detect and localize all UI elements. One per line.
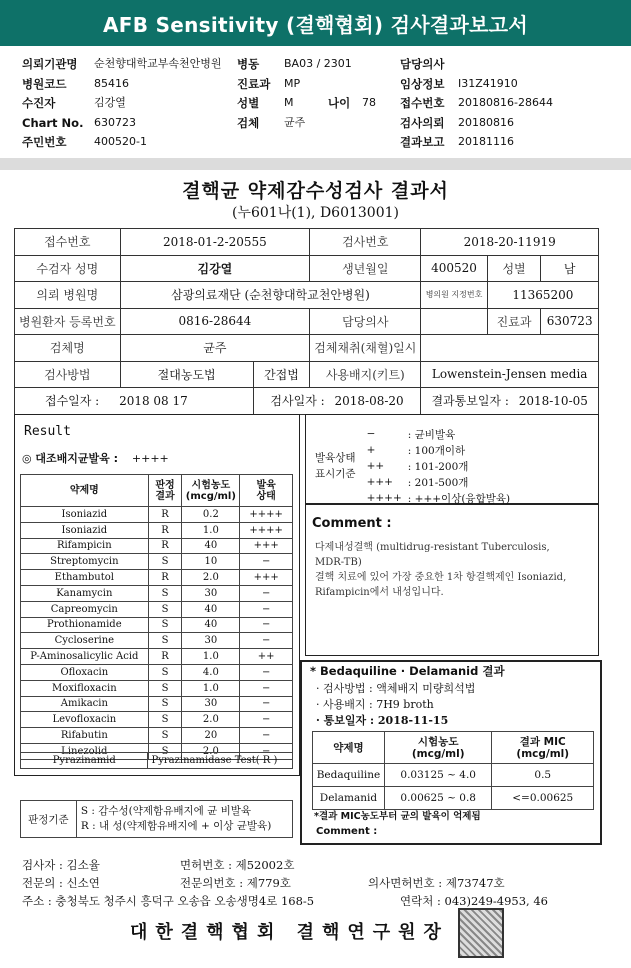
rrn-value: 400520-1 xyxy=(94,135,147,148)
reg-value: 0816-28644 xyxy=(120,308,310,335)
drug-row xyxy=(21,570,293,586)
drug-concentration: 20 xyxy=(182,728,240,744)
drug-row xyxy=(21,617,293,633)
drug-row xyxy=(21,680,293,696)
clinical-value: I31Z41910 xyxy=(458,77,518,90)
drug-name: Streptomycin xyxy=(21,554,149,570)
drug-judgment: S xyxy=(148,712,182,728)
medium-value: Lowenstein-Jensen media xyxy=(421,361,599,388)
drug-row xyxy=(21,507,293,523)
drug-row xyxy=(21,554,293,570)
drug-concentration: 30 xyxy=(182,696,240,712)
drug-name: Rifampicin xyxy=(21,538,149,554)
legend-symbol: +++ xyxy=(366,476,393,488)
organization-name: 대한결핵협회 결핵연구원장 xyxy=(130,922,449,943)
drug-name: Moxifloxacin xyxy=(21,680,149,696)
test-req-label: 검사의뢰 xyxy=(400,116,445,130)
bedaquiline-title: * Bedaquiline · Delamanid 결과 xyxy=(310,664,505,678)
drug-row xyxy=(21,585,293,601)
bed-mic-header xyxy=(492,732,594,764)
examinee-label: 수진자 xyxy=(22,96,56,110)
drug-growth: ++++ xyxy=(240,522,293,538)
hosp-code-label: 병원코드 xyxy=(22,77,67,91)
footer-specialist: 전문의 : 신소연 xyxy=(22,876,100,890)
bed-row-drug: Bedaquiline xyxy=(313,764,385,787)
drug-concentration: 40 xyxy=(182,617,240,633)
drug-row xyxy=(21,601,293,617)
bedaquiline-method: · 검사방법 : 액체배지 미량희석법 xyxy=(316,682,476,695)
drug-row xyxy=(21,633,293,649)
collect-value xyxy=(421,335,599,362)
conc-header-line1: 시험농도 xyxy=(191,479,231,491)
legend-label-2: 표시기준 xyxy=(315,468,356,480)
dob-label: 생년월일 xyxy=(310,255,421,282)
comment-line: 다제내성결핵 (multidrug-resistant Tuberculosis, xyxy=(315,542,550,553)
legend-symbol: ++++ xyxy=(366,492,402,504)
drug-concentration: 4.0 xyxy=(182,664,240,680)
drug-judgment: S xyxy=(148,743,182,759)
test-req-value: 20180816 xyxy=(458,116,514,129)
bedaquiline-note: *결과 MIC농도부터 균의 발육이 억제됨 xyxy=(314,811,481,822)
age-label: 나이 xyxy=(328,96,351,110)
rrn-label: 주민번호 xyxy=(22,135,67,149)
judge-header-line1: 판정 xyxy=(155,479,175,491)
drug-concentration: 2.0 xyxy=(182,743,240,759)
drug-sensitivity-table xyxy=(20,474,293,760)
drug-growth: − xyxy=(240,712,293,728)
drug-growth: ++ xyxy=(240,649,293,665)
receipt-date-label: 접수일자 : xyxy=(45,394,100,409)
comment-text xyxy=(315,540,595,600)
hosp-id-label: 병의원 지정번호 xyxy=(421,282,487,309)
criteria-label: 판정기준 xyxy=(21,801,77,838)
drug-growth: − xyxy=(240,680,293,696)
drug-row xyxy=(21,664,293,680)
specimen-value: 균주 xyxy=(284,116,306,129)
drug-row xyxy=(21,538,293,554)
exam-no-label: 검사번호 xyxy=(310,229,421,256)
hosp-id-value: 11365200 xyxy=(487,282,598,309)
drug-growth: − xyxy=(240,696,293,712)
control-colony xyxy=(22,450,169,466)
drug-concentration: 2.0 xyxy=(182,570,240,586)
drug-concentration: 30 xyxy=(182,585,240,601)
report-banner xyxy=(0,0,631,46)
bed-mic-line2: (mcg/ml) xyxy=(516,747,570,760)
drug-growth: ++++ xyxy=(240,507,293,523)
criteria-r: R : 내 성(약제함유배지에 + 이상 균발육) xyxy=(80,820,272,832)
notify-date-value: 2018-10-05 xyxy=(518,394,588,409)
method-value-1: 절대농도법 xyxy=(120,361,253,388)
doctor-label: 담당의사 xyxy=(400,57,445,71)
drug-concentration: 2.0 xyxy=(182,712,240,728)
doctor-label-cell: 담당의사 xyxy=(310,308,421,335)
chart-value: 630723 xyxy=(94,116,136,129)
drug-concentration: 1.0 xyxy=(182,522,240,538)
drug-growth: − xyxy=(240,664,293,680)
notify-date-label: 결과통보일자 : xyxy=(431,394,509,409)
drug-name: Cycloserine xyxy=(21,633,149,649)
drug-judgment: R xyxy=(148,649,182,665)
growth-legend xyxy=(312,426,513,506)
receipt-label: 접수번호 xyxy=(400,96,445,110)
drug-judgment: S xyxy=(148,617,182,633)
banner-title: AFB Sensitivity (결핵협회) 검사결과보고서 xyxy=(103,12,528,37)
report-value: 20181116 xyxy=(458,135,514,148)
dept-label-cell: 진료과 xyxy=(487,308,541,335)
report-label: 결과보고 xyxy=(400,135,445,149)
official-seal-stamp xyxy=(458,908,504,958)
drug-name: Isoniazid xyxy=(21,507,149,523)
section-separator xyxy=(0,158,631,170)
drug-judgment: S xyxy=(148,633,182,649)
colony-value: ++++ xyxy=(131,452,169,465)
sex-value: M xyxy=(284,96,294,109)
drug-growth: − xyxy=(240,617,293,633)
legend-symbol: + xyxy=(366,444,376,456)
method-value-2: 간접법 xyxy=(253,361,309,388)
dept-value-cell: 630723 xyxy=(541,308,599,335)
drug-growth: +++ xyxy=(240,570,293,586)
sex-label: 성별 xyxy=(237,96,260,110)
hospital-label: 의뢰 병원명 xyxy=(15,282,121,309)
exam-no-value: 2018-20-11919 xyxy=(421,229,599,256)
drug-name: Rifabutin xyxy=(21,728,149,744)
drug-name: Kanamycin xyxy=(21,585,149,601)
criteria-table xyxy=(20,800,293,838)
clinical-label: 임상정보 xyxy=(400,77,445,91)
drug-judgment: S xyxy=(148,601,182,617)
legend-symbol: ++ xyxy=(366,460,385,472)
drug-concentration: 30 xyxy=(182,633,240,649)
drug-name: Linezolid xyxy=(21,743,149,759)
report-title: 결핵균 약제감수성검사 결과서 xyxy=(182,180,449,202)
growth-header xyxy=(240,475,293,507)
drug-name: Amikacin xyxy=(21,696,149,712)
receipt-date-value: 2018 08 17 xyxy=(119,394,188,409)
name-label: 수검자 성명 xyxy=(15,255,121,282)
drug-concentration: 1.0 xyxy=(182,649,240,665)
bed-row-conc: 0.03125 ~ 4.0 xyxy=(384,764,492,787)
drug-concentration: 10 xyxy=(182,554,240,570)
collect-label: 검체채취(채혈)일시 xyxy=(310,335,421,362)
drug-name: Ethambutol xyxy=(21,570,149,586)
drug-name: P-Aminosalicylic Acid xyxy=(21,649,149,665)
drug-name: Isoniazid xyxy=(21,522,149,538)
drug-growth: +++ xyxy=(240,538,293,554)
drug-growth: − xyxy=(240,554,293,570)
bedaquiline-date: · 통보일자 : 2018-11-15 xyxy=(316,714,449,727)
legend-desc: : 100개이하 xyxy=(407,444,466,457)
drug-name: Capreomycin xyxy=(21,601,149,617)
chart-label: Chart No. xyxy=(22,116,84,130)
comment-line: 결핵 치료에 있어 가장 중요한 1차 항결핵제인 Isoniazid, xyxy=(315,572,567,583)
bed-mic-line1: 결과 MIC xyxy=(519,735,566,748)
drug-growth: − xyxy=(240,743,293,759)
judge-header-line2: 결과 xyxy=(155,490,175,502)
footer-license: 면허번호 : 제52002호 xyxy=(180,858,295,872)
drug-row xyxy=(21,522,293,538)
footer-address: 주소 : 충청북도 청주시 흥덕구 오송읍 오송생명4로 168-5 xyxy=(22,894,315,908)
doctor-value-cell xyxy=(421,308,487,335)
footer-phone: 연락처 : 043)249-4953, 46 xyxy=(400,894,548,908)
receipt-no-value: 2018-01-2-20555 xyxy=(120,229,310,256)
report-subtitle: (누601나(1), D6013001) xyxy=(231,205,399,221)
drug-growth: − xyxy=(240,601,293,617)
drug-concentration: 0.2 xyxy=(182,507,240,523)
drug-row xyxy=(21,696,293,712)
comment-title: Comment : xyxy=(312,516,392,531)
examinee-value: 김강열 xyxy=(94,96,126,109)
legend-desc: : 101-200개 xyxy=(407,460,469,473)
legend-label-1: 발육상태 xyxy=(315,452,356,464)
method-label: 검사방법 xyxy=(15,361,121,388)
name-value: 김강열 xyxy=(120,255,310,282)
receipt-no-label: 접수번호 xyxy=(15,229,121,256)
footer-spec-license: 전문의번호 : 제779호 xyxy=(180,876,291,890)
specimen-value-cell: 균주 xyxy=(120,335,310,362)
sex-value-cell: 남 xyxy=(541,255,599,282)
dept-label: 진료과 xyxy=(237,77,271,91)
sex-label-cell: 성별 xyxy=(487,255,541,282)
ward-label: 병동 xyxy=(237,57,260,71)
age-value: 78 xyxy=(362,96,376,109)
drug-concentration: 40 xyxy=(182,601,240,617)
result-title: Result xyxy=(24,424,71,439)
judge-header xyxy=(148,475,182,507)
bedaquiline-table xyxy=(312,731,594,810)
bed-row-drug: Delamanid xyxy=(313,787,385,810)
drug-concentration: 40 xyxy=(182,538,240,554)
drug-row xyxy=(21,728,293,744)
bedaquiline-medium: · 사용배지 : 7H9 broth xyxy=(316,698,434,711)
drug-growth: − xyxy=(240,585,293,601)
drug-row xyxy=(21,649,293,665)
pyrazinamide-name: Pyrazinamid xyxy=(21,753,148,769)
drug-judgment: S xyxy=(148,585,182,601)
legend-desc: : 201-500개 xyxy=(407,476,469,489)
pyrazinamide-result: Pyrazinamidase Test( R ) xyxy=(148,753,293,769)
bed-row-mic: <=0.00625 xyxy=(492,787,594,810)
drug-judgment: S xyxy=(148,680,182,696)
req-inst-label: 의뢰기관명 xyxy=(22,57,78,71)
hospital-value: 삼광의료재단 (순천향대학교천안병원) xyxy=(120,282,421,309)
drug-name: Levofloxacin xyxy=(21,712,149,728)
legend-desc: : 균비발육 xyxy=(407,428,456,441)
comment-line: Rifampicin에서 내성입니다. xyxy=(315,587,444,598)
drug-judgment: R xyxy=(148,522,182,538)
ward-value: BA03 / 2301 xyxy=(284,57,352,70)
exam-date-value: 2018-08-20 xyxy=(334,394,404,409)
medium-label: 사용배지(키트) xyxy=(310,361,421,388)
drug-name: Ofloxacin xyxy=(21,664,149,680)
colony-label: ◎ 대조배지균발육 : xyxy=(22,452,119,465)
bedaquiline-comment: Comment : xyxy=(316,826,378,837)
dept-value: MP xyxy=(284,77,301,90)
bed-conc-line1: 시험농도 xyxy=(417,735,459,748)
criteria-s: S : 감수성(약제함유배지에 균 비발육 xyxy=(80,805,252,817)
bed-drug-header: 약제명 xyxy=(313,732,385,764)
bed-conc-line2: (mcg/ml) xyxy=(411,747,465,760)
specimen-label: 검체 xyxy=(237,116,260,130)
drug-judgment: R xyxy=(148,538,182,554)
req-inst-value: 순천향대학교부속천안병원 xyxy=(94,57,222,70)
growth-header-line1: 발육 xyxy=(256,479,276,491)
drug-name: Prothionamide xyxy=(21,617,149,633)
hosp-code-value: 85416 xyxy=(94,77,129,90)
drug-growth: − xyxy=(240,728,293,744)
drug-judgment: S xyxy=(148,664,182,680)
bed-row-mic: 0.5 xyxy=(492,764,594,787)
drug-judgment: S xyxy=(148,696,182,712)
drug-judgment: S xyxy=(148,728,182,744)
conc-header-line2: (mcg/ml) xyxy=(185,490,236,502)
legend-symbol: − xyxy=(366,428,376,440)
dob-value: 400520 xyxy=(421,255,487,282)
pyrazinamide-table xyxy=(20,752,293,769)
drug-growth: − xyxy=(240,633,293,649)
comment-line: MDR-TB) xyxy=(315,557,362,568)
bed-row-conc: 0.00625 ~ 0.8 xyxy=(384,787,492,810)
footer-tester: 검사자 : 김소율 xyxy=(22,858,100,872)
drug-concentration: 1.0 xyxy=(182,680,240,696)
bed-conc-header xyxy=(384,732,492,764)
drug-judgment: R xyxy=(148,507,182,523)
receipt-value: 20180816-28644 xyxy=(458,96,553,109)
growth-header-line2: 상태 xyxy=(256,490,276,502)
exam-date-label: 검사일자 : xyxy=(270,394,325,409)
drug-judgment: R xyxy=(148,570,182,586)
patient-info-table xyxy=(14,228,599,415)
drug-judgment: S xyxy=(148,554,182,570)
conc-header xyxy=(182,475,240,507)
footer-doc-license: 의사면허번호 : 제73747호 xyxy=(368,876,505,890)
drug-row xyxy=(21,712,293,728)
reg-label: 병원환자 등록번호 xyxy=(15,308,121,335)
drug-header: 약제명 xyxy=(21,475,149,507)
legend-desc: : +++이상(융합발육) xyxy=(407,492,511,505)
specimen-label-cell: 검체명 xyxy=(15,335,121,362)
